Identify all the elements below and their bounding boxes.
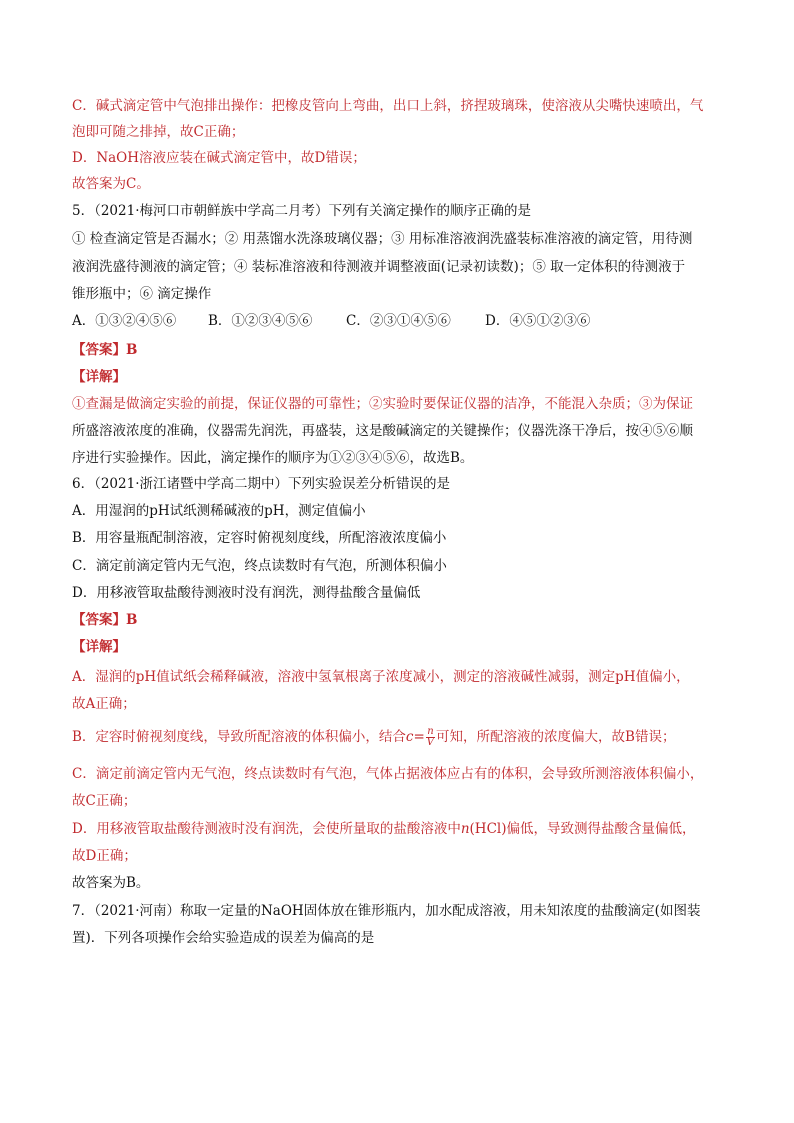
q6-detail-heading: 【详解】 (72, 639, 126, 655)
q6-stem: 6．（2021·浙江诸暨中学高二期中）下列实验误差分析错误的是 (72, 476, 450, 492)
q5-detail-line3: 序进行实验操作。因此，滴定操作的顺序为①②③④⑤⑥，故选B。 (72, 450, 474, 466)
q6-detail-b-text1: B．定容时俯视刻度线，导致所配溶液的体积偏小，结合 (72, 729, 406, 745)
q5-answer: 【答案】B (72, 342, 138, 358)
q6-detail-d-text1: D．用移液管取盐酸待测液时没有润洗，会使所量取的盐酸溶液中 (72, 821, 461, 837)
q6-detail-a-line1: A．湿润的pH值试纸会稀释碱液，溶液中氢氧根离子浓度减小，测定的溶液碱性减弱，测定pH值偏小， (72, 669, 690, 685)
q6-detail-d-line1 (72, 819, 732, 839)
q6-detail-d-line2: 故D正确； (72, 848, 137, 864)
q5-option-c: C．②③①④⑤⑥ (346, 313, 451, 329)
q6-detail-b (72, 727, 732, 748)
q6-option-a: A．用湿润的pH试纸测稀碱液的pH，测定值偏小 (72, 503, 366, 519)
q6-detail-a-line2: 故A正确； (72, 696, 136, 712)
q4-explanation-d: D．NaOH溶液应装在碱式滴定管中，故D错误； (72, 150, 366, 166)
q6-conclusion: 故答案为B。 (72, 875, 150, 891)
formula-c: c (405, 729, 414, 745)
q6-detail-d-text2: (HCl)偏低，导致测得盐酸含量偏低， (469, 821, 696, 837)
q6-answer: 【答案】B (72, 612, 138, 628)
q5-detail-heading: 【详解】 (72, 369, 126, 385)
q4-explanation-c-line2: 泡即可随之排掉，故C正确； (72, 124, 245, 140)
q5-steps-line3: 锥形瓶中；⑥ 滴定操作 (72, 286, 212, 302)
q5-detail-line2: 所盛溶液浓度的准确，仪器需先润洗，再盛装，这是酸碱滴定的关键操作；仪器洗涤干净后，按④⑤⑥顺 (72, 423, 693, 439)
q7-stem-line2: 置)．下列各项操作会给实验造成的误差为偏高的是 (72, 930, 375, 946)
q6-option-b: B．用容量瓶配制溶液，定容时俯视刻度线，所配溶液浓度偏小 (72, 530, 447, 546)
q5-option-b: B．①②③④⑤⑥ (208, 313, 313, 329)
q5-option-d: D．④⑤①②③⑥ (485, 313, 591, 329)
q6-detail-c-line2: 故C正确； (72, 793, 137, 809)
q6-option-d: D．用移液管取盐酸待测液时没有润洗，测得盐酸含量偏低 (72, 585, 421, 601)
q5-steps-line1: ① 检查滴定管是否漏水；② 用蒸馏水洗涤玻璃仪器；③ 用标准溶液润洗盛装标准溶液的滴定管，用待测 (72, 231, 693, 247)
q6-option-c: C．滴定前滴定管内无气泡，终点读数时有气泡，所测体积偏小 (72, 558, 447, 574)
q4-explanation-c-line1: C．碱式滴定管中气泡排出操作：把橡皮管向上弯曲，出口上斜，挤捏玻璃珠，使溶液从尖嘴快速喷出，气 (72, 98, 704, 114)
q5-detail-line1: ①查漏是做滴定实验的前提，保证仪器的可靠性；②实验时要保证仪器的洁净，不能混入杂质；③为保证 (72, 396, 693, 412)
q6-detail-b-text2: 可知，所配溶液的浓度偏大，故B错误； (436, 729, 676, 745)
q5-steps-line2: 液润洗盛待测液的滴定管；④ 装标准溶液和待测液并调整液面(记录初读数)；⑤ 取一定体积的待测液于 (72, 259, 686, 275)
formula-numerator: n (427, 726, 434, 737)
q5-option-a: A．①③②④⑤⑥ (72, 313, 177, 329)
q5-stem: 5．（2021·梅河口市朝鲜族中学高二月考）下列有关滴定操作的顺序正确的是 (72, 203, 531, 219)
formula-equals: = (413, 729, 425, 745)
formula-n: n (460, 821, 470, 837)
q4-conclusion: 故答案为C。 (72, 176, 150, 192)
q6-detail-c-line1: C．滴定前滴定管内无气泡，终点读数时有气泡，气体占据液体应占有的体积，会导致所测溶液体积偏小， (72, 766, 704, 782)
q7-stem-line1: 7．（2021·河南）称取一定量的NaOH固体放在锥形瓶内，加水配成溶液，用未知浓度的盐酸滴定(如图装 (72, 903, 701, 919)
formula-fraction (426, 727, 435, 748)
formula-denominator: V (426, 737, 435, 748)
